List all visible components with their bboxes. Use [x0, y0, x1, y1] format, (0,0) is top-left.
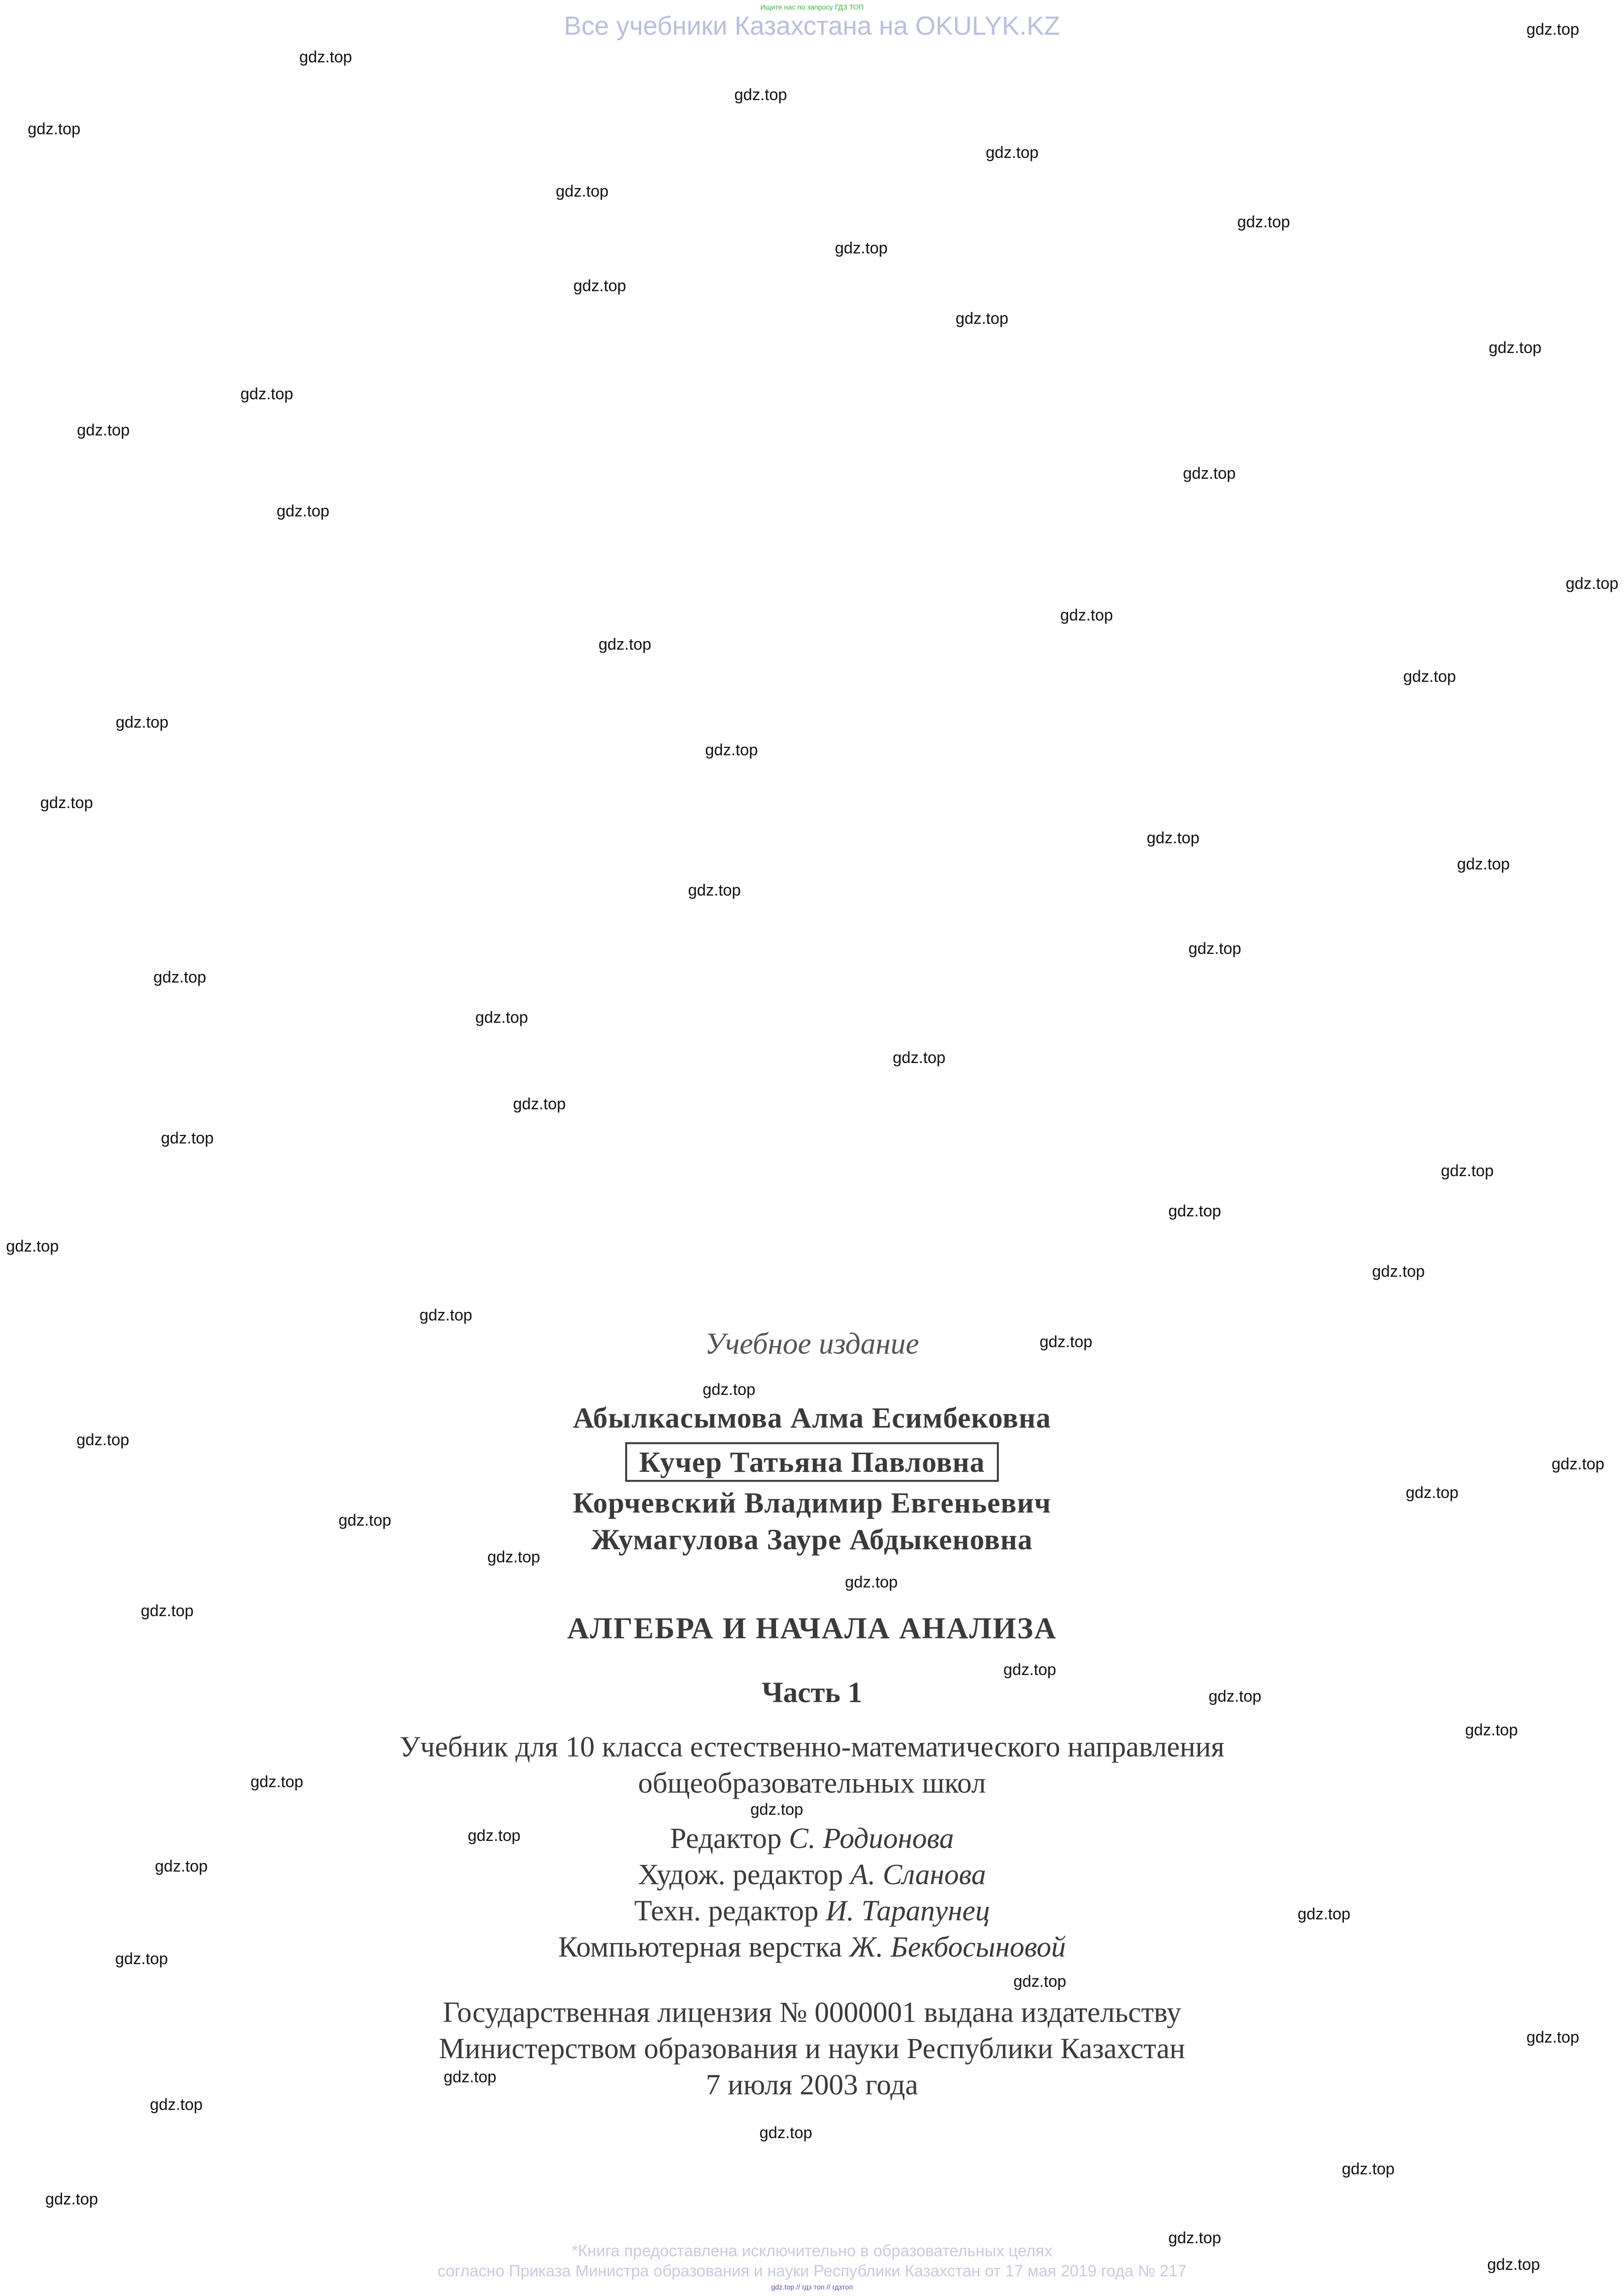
watermark-text: gdz.top: [734, 85, 787, 104]
license-line-3: 7 июля 2003 года: [706, 2068, 918, 2101]
subtitle-line-2: общеобразовательных школ: [638, 1767, 986, 1799]
watermark-text: gdz.top: [1060, 606, 1113, 624]
watermark-text: gdz.top: [1457, 855, 1510, 873]
watermark-text: gdz.top: [338, 1511, 391, 1529]
watermark-text: gdz.top: [1168, 2229, 1221, 2247]
watermark-text: gdz.top: [986, 143, 1039, 161]
author-4: Жумагулова Зауре Абдыкеновна: [591, 1523, 1033, 1556]
watermark-text: gdz.top: [487, 1548, 540, 1566]
watermark-text: gdz.top: [956, 309, 1008, 327]
watermark-text: gdz.top: [1372, 1262, 1425, 1280]
watermark-text: gdz.top: [76, 1431, 129, 1449]
watermark-text: gdz.top: [141, 1602, 194, 1620]
watermark-text: gdz.top: [1168, 1202, 1221, 1220]
watermark-text: gdz.top: [703, 1380, 755, 1398]
site-banner[interactable]: Все учебники Казахстана на OKULYK.KZ: [564, 12, 1060, 41]
tech-editor-name: И. Тарапунец: [825, 1894, 990, 1927]
watermark-text: gdz.top: [6, 1237, 59, 1255]
layout-line: [0, 1930, 1624, 1964]
watermark-text: gdz.top: [1342, 2160, 1395, 2178]
watermark-text: gdz.top: [419, 1306, 472, 1324]
watermark-text: gdz.top: [1403, 667, 1456, 685]
watermark-text: gdz.top: [250, 1773, 303, 1791]
author-2: Кучер Татьяна Павловна: [625, 1442, 999, 1482]
watermark-text: gdz.top: [150, 2095, 203, 2113]
watermark-text: gdz.top: [475, 1008, 528, 1026]
editor-role: Редактор: [670, 1822, 789, 1855]
watermark-text: gdz.top: [116, 713, 168, 731]
watermark-text: gdz.top: [556, 182, 609, 200]
watermark-text: gdz.top: [1465, 1721, 1518, 1739]
book-title: АЛГЕБРА И НАЧАЛА АНАЛИЗА: [567, 1612, 1057, 1645]
art-editor-name: А. Сланова: [850, 1858, 986, 1891]
watermark-text: gdz.top: [705, 741, 758, 759]
footer-disclaimer-1: *Книга предоставлена исключительно в образовательных целях: [571, 2242, 1053, 2260]
author-2-frame: [0, 1442, 1624, 1482]
watermark-text: gdz.top: [277, 502, 329, 520]
watermark-text: gdz.top: [1003, 1660, 1056, 1679]
watermark-text: gdz.top: [1209, 1687, 1261, 1705]
footer-links[interactable]: gdz.top // гдз топ // гдзтоп: [771, 2283, 853, 2291]
watermark-text: gdz.top: [40, 793, 93, 812]
tech-editor-line: [0, 1894, 1624, 1927]
watermark-text: gdz.top: [1566, 574, 1618, 592]
footer-disclaimer-2: согласно Приказа Министра образования и науки Республики Казахстан от 17 мая 2019 года № 217: [437, 2262, 1187, 2280]
watermark-text: gdz.top: [240, 385, 293, 403]
watermark-text: gdz.top: [835, 239, 888, 257]
watermark-text: gdz.top: [750, 1800, 803, 1818]
watermark-text: gdz.top: [1040, 1333, 1092, 1351]
watermark-text: gdz.top: [1183, 464, 1236, 482]
watermark-text: gdz.top: [1298, 1905, 1350, 1923]
license-line-2: Министерством образования и науки Республики Казахстан: [439, 2032, 1185, 2065]
watermark-text: gdz.top: [1552, 1455, 1604, 1473]
watermark-text: gdz.top: [1489, 338, 1542, 357]
layout-name: Ж. Бекбосыновой: [849, 1930, 1066, 1963]
watermark-text: gdz.top: [845, 1573, 898, 1591]
author-3: Корчевский Владимир Евгеньевич: [572, 1486, 1052, 1519]
watermark-text: gdz.top: [573, 277, 626, 295]
art-editor-line: [0, 1858, 1624, 1891]
watermark-text: gdz.top: [77, 421, 130, 439]
license-line-1: Государственная лицензия № 0000001 выдана издательству: [443, 1996, 1181, 2028]
watermark-text: gdz.top: [1147, 829, 1200, 847]
watermark-text: gdz.top: [1013, 1972, 1066, 1990]
top-hint: Ищите нас по запросу ГДЗ ТОП: [760, 3, 864, 11]
watermark-text: gdz.top: [688, 881, 741, 899]
watermark-text: gdz.top: [1526, 2028, 1579, 2046]
layout-role: Компьютерная верстка: [558, 1930, 849, 1963]
editor-line: [0, 1821, 1624, 1855]
book-part: Часть 1: [761, 1676, 863, 1709]
watermark-text: gdz.top: [759, 2124, 812, 2142]
watermark-text: gdz.top: [1441, 1162, 1494, 1180]
watermark-text: gdz.top: [115, 1950, 168, 1968]
watermark-text: gdz.top: [599, 635, 651, 653]
watermark-text: gdz.top: [468, 1826, 521, 1844]
watermark-text: gdz.top: [28, 120, 80, 138]
watermark-text: gdz.top: [513, 1095, 566, 1113]
tech-editor-role: Техн. редактор: [634, 1894, 826, 1927]
art-editor-role: Худож. редактор: [638, 1858, 850, 1891]
watermark-text: gdz.top: [153, 968, 206, 986]
edition-type: Учебное издание: [705, 1327, 919, 1360]
watermark-text: gdz.top: [1237, 213, 1290, 231]
subtitle-line-1: Учебник для 10 класса естественно-математического направления: [399, 1730, 1225, 1763]
editor-name: С. Родионова: [789, 1822, 954, 1855]
watermark-text: gdz.top: [893, 1048, 946, 1067]
watermark-text: gdz.top: [299, 48, 352, 66]
author-1: Абылкасымова Алма Есимбековна: [573, 1401, 1051, 1434]
watermark-text: gdz.top: [1188, 939, 1241, 957]
watermark-text: gdz.top: [45, 2190, 98, 2208]
watermark-text: gdz.top: [1406, 1483, 1459, 1502]
watermark-text: gdz.top: [1487, 2255, 1540, 2273]
watermark-text: gdz.top: [1526, 20, 1579, 38]
watermark-text: gdz.top: [155, 1857, 208, 1875]
watermark-text: gdz.top: [161, 1129, 214, 1147]
watermark-text: gdz.top: [444, 2068, 496, 2086]
